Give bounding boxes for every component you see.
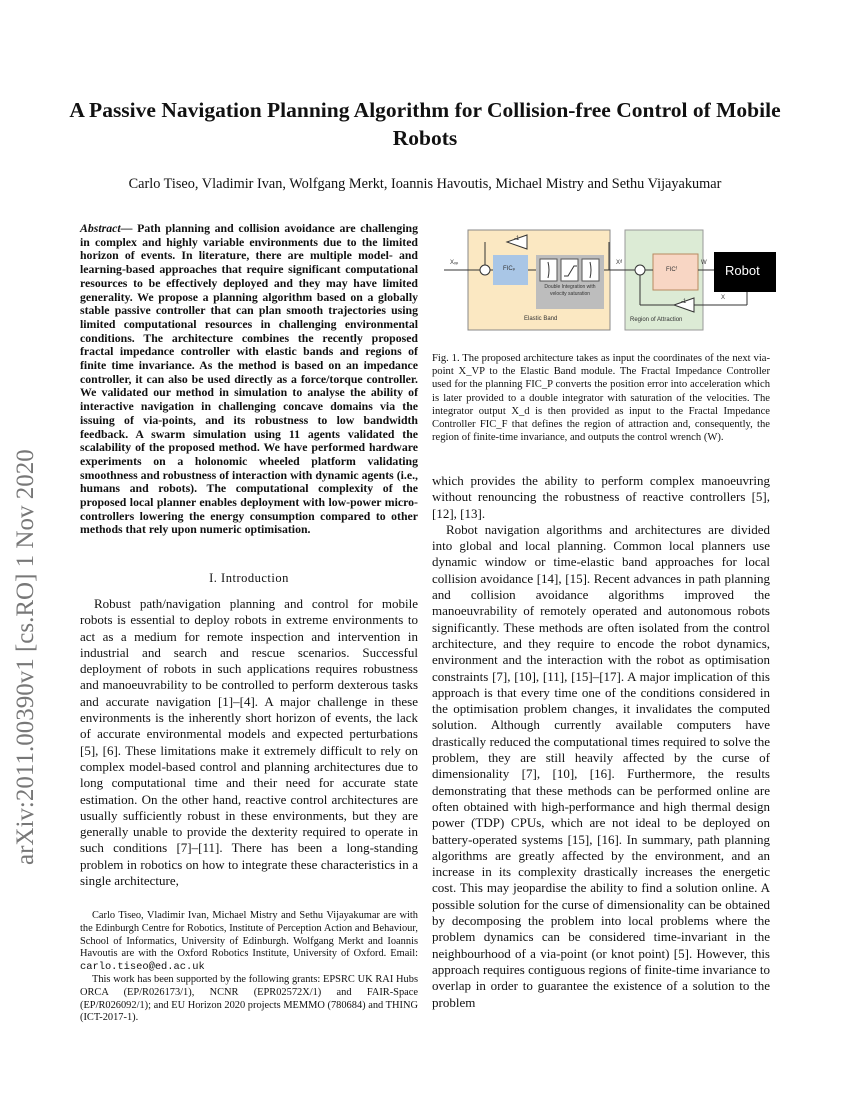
label-x: X — [721, 295, 726, 301]
abstract-text: — Path planning and collision avoidance are challenging in complex and highly variable environments due to the limited horizon of events. In literature, there are multiple model- and learning-based approaches that require significant computational resources to be effectively deployed and they may have limited generality. We propose a planning algorithm based on a globally stable passive controller that can plan smooth trajectories using limited computational resources in challenging environmental conditions. The architecture combines the recently proposed fractal impedance controller with elastic bands and regions of finite time invariance. As the method is based on an impedance controller, it can also be used directly as a force/torque controller. We validated our method in simulation to analyse the ability of interactive navigation in challenging concave domains via the issuing of via-points, and its robustness to low bandwidth feedback. A swarm simulation using 11 agents validated the scalability of the proposed method. We have performed hardware experiments on a holonomic wheeled platform validating smoothness and robustness of interaction with dynamic agents (i.e., humans and robots). The computational complexity of the proposed local planner enables deployment with low-power micro-controllers lowering the energy consumption compared to other methods that rely upon numeric optimisation. — [80, 221, 418, 537]
section-heading: I. Introduction — [209, 571, 289, 585]
paragraph: Robot navigation algorithms and architectures are divided into global and local planning. Common local planners use dynamic window or time-elastic band approaches for local collision avoidance [14], [15]. Recent advances in path planning and collision avoidance algorithms improved the manoeuvrability of remotely operated and autonomous robots significantly. These methods are often isolated from the control architecture, and they require to encode the robot dynamics, environment and the interaction with the robot as optimisation constraints [7], [10], [11], [15]–[17]. A major implication of this approach is that every time one of the conditions considered in the optimisation problem changes, it invalidates the computed solution. Although currently available computers have drastically reduced the computational times required to solve the problem, they are still heavily affected by the curse of dimensionality [7], [10], [16]. Furthermore, the results demonstrating that these methods can be performed online are often obtained with high-performance and high thermal design power (TDP) CPUs, which are not ideal to be deployed on battery-operated systems [15], [16]. In summary, path planning algorithms are greatly affected by the environment, and an increase in its complexity drastically increases the energetic cost. This may jeopardise the ability to find a solution online. A possible solution for the curse of dimensionality can be obtained by decomposing the problem into local problems where the problem dynamics can be considered time-invariant in the neighbourhood of a via-point (or knot point) [5]. However, this approach requires contiguous regions of finite-time invariance to overlap in order to guarantee the existence of a solution to the problem — [432, 521, 770, 1010]
figure-1-diagram — [444, 228, 778, 332]
sum-junction-1 — [480, 265, 490, 275]
label-neg1b: -1 — [681, 299, 687, 305]
label-ficp: FICₚ — [503, 266, 516, 272]
paper-title: A Passive Navigation Planning Algorithm for Collision-free Control of Mobile Robots — [69, 98, 781, 150]
abstract-label: Abstract — [80, 221, 121, 235]
label-neg1: -1 — [514, 236, 520, 242]
abstract — [80, 222, 418, 537]
author-list: Carlo Tiseo, Vladimir Ivan, Wolfgang Merkt, Ioannis Havoutis, Michael Mistry and Sethu Vijayakumar — [128, 176, 722, 192]
label-robot: Robot — [725, 263, 760, 278]
label-roa: Region of Attraction — [630, 317, 683, 323]
label-xvp: Xᵥₚ — [450, 260, 459, 266]
right-column-body — [432, 473, 770, 1011]
figure-caption: Fig. 1. The proposed architecture takes as input the coordinates of the next via-point X_VP to the Elastic Band module. The Fractal Impedance Controller used for the planning FIC_P converts the position error into acceleration which is later provided to a double integrator with saturation of the velocities. The integrator output X_d is then provided as input to the Fractal Impedance Controller FIC_F that defines the region of attraction and, consequently, the region of finite-time invariance, and outputs the control wrench (W). — [432, 353, 770, 444]
intro-paragraph: Robust path/navigation planning and control for mobile robots is essential to deploy robots in extreme environments to act as a medium for remote inspection and intervention in industrial and search and rescue scenarios. Successful deployment of robots in such applications requires robustness and manoeuvrability to be controlled to perform dexterous tasks and accurate navigation [1]–[4]. A major challenge in these environments is the inherently short horizon of events, the lack of accurate environmental models and expected perturbations [5], [6]. These limitations make it extremely difficult to rely on complex model-based control and planning architectures due to long computational time and their need for accurate state estimation. On the other hand, reactive control architectures are usually sufficiently robust in these environments, but they are generally unable to provide the dexterity required to operate in such conditions [7]–[11]. There has been a long-standing problem in robotics on how to integrate these characteristics in a single architecture, — [80, 596, 418, 889]
intro-body — [80, 596, 418, 889]
affiliation-text: Carlo Tiseo, Vladimir Ivan, Michael Mistry and Sethu Vijayakumar are with the Edinburgh Centre for Robotics, Institute of Perception Action and Behaviour, School of Informatics, University of Edinburgh. Wolfgang Merkt and Ioannis Havoutis are with the Oxford Robotics Institute, University of Oxford. Email: — [80, 910, 418, 960]
label-ficf: FICᶠ — [666, 267, 678, 273]
label-integration: Double Integration with velocity saturation — [544, 284, 596, 297]
paragraph: which provides the ability to perform complex manoeuvring without renouncing the robustness of reactive controllers [5], [12], [13]. — [432, 473, 770, 521]
label-xd: Xᵈ — [616, 260, 623, 266]
arxiv-identifier: arXiv:2011.00390v1 [cs.RO] 1 Nov 2020 — [12, 449, 39, 865]
funding-footnote: This work has been supported by the following grants: EPSRC UK RAI Hubs ORCA (EP/R026173/1), NCNR (EPR02572X/1) and FAIR-Space (EP/R026092/1); and EU Horizon 2020 projects MEMMO (780684) and THING (ICT-2017-1). — [80, 973, 418, 1024]
sum-junction-2 — [635, 265, 645, 275]
architecture-diagram — [444, 228, 778, 332]
label-w: W — [701, 260, 707, 266]
email-link[interactable]: carlo.tiseo@ed.ac.uk — [80, 961, 205, 974]
footnotes — [80, 910, 418, 1025]
affiliation-footnote — [80, 910, 418, 974]
label-elastic-band: Elastic Band — [524, 316, 558, 322]
